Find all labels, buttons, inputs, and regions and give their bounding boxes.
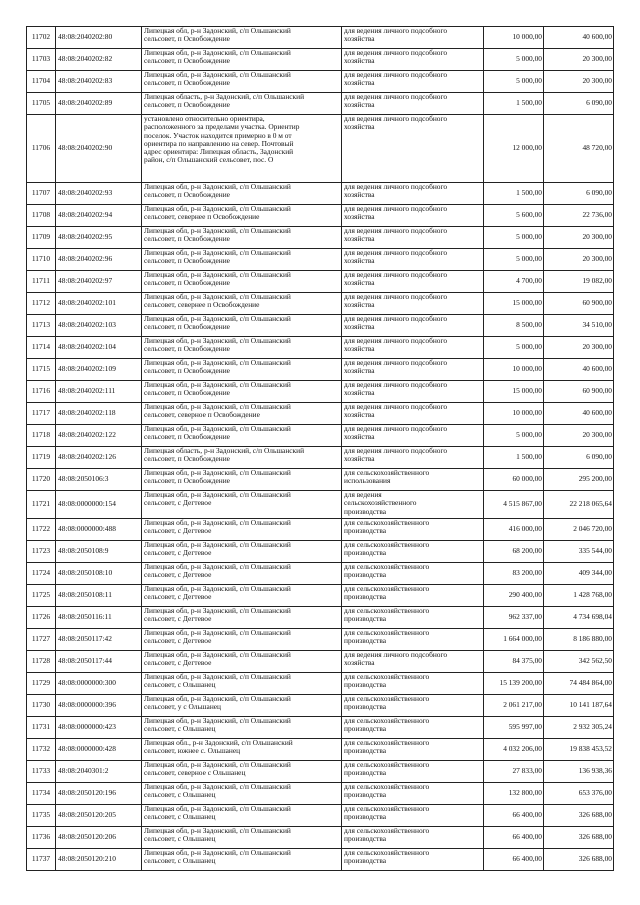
row-number-cell: 11712 (27, 293, 56, 315)
row-number-cell: 11731 (27, 717, 56, 739)
cadastral-number-cell: 48:08:0000000:488 (56, 519, 142, 541)
cadastral-value-cell: 19 838 453,52 (544, 739, 614, 761)
table-row (27, 381, 614, 403)
area-cell: 1 500,00 (484, 447, 544, 469)
address-cell: Липецкая обл, р-н Задонский, с/п Ольшанский сельсовет, п Освобождение (142, 381, 342, 403)
permitted-use-cell: для ведения личного подсобного хозяйства (342, 425, 484, 447)
cadastral-value-cell: 4 734 698,04 (544, 607, 614, 629)
table-row (27, 249, 614, 271)
area-cell: 5 000,00 (484, 71, 544, 93)
cadastral-value-cell: 20 300,00 (544, 71, 614, 93)
table-row (27, 849, 614, 871)
cadastral-value-cell: 2 046 720,00 (544, 519, 614, 541)
row-number-cell: 11719 (27, 447, 56, 469)
address-cell: Липецкая обл, р-н Задонский, с/п Ольшанский сельсовет, с Дегтевое (142, 651, 342, 673)
table-row (27, 205, 614, 227)
table-row (27, 607, 614, 629)
cadastral-number-cell: 48:08:2040202:101 (56, 293, 142, 315)
address-cell: Липецкая обл, р-н Задонский, с/п Ольшанский сельсовет, с Дегтевое (142, 541, 342, 563)
cadastral-number-cell: 48:08:0000000:154 (56, 491, 142, 519)
area-cell: 4 515 867,00 (484, 491, 544, 519)
cadastral-value-cell: 295 200,00 (544, 469, 614, 491)
cadastral-value-cell: 20 300,00 (544, 249, 614, 271)
land-plots-table (26, 26, 614, 871)
cadastral-number-cell: 48:08:2040202:89 (56, 93, 142, 115)
table-row (27, 491, 614, 519)
permitted-use-cell: для сельскохозяйственного производства (342, 585, 484, 607)
cadastral-value-cell: 48 720,00 (544, 115, 614, 183)
address-cell: Липецкая обл, р-н Задонский, с/п Ольшанский сельсовет, с Ольшанец (142, 849, 342, 871)
cadastral-value-cell: 326 688,00 (544, 805, 614, 827)
row-number-cell: 11730 (27, 695, 56, 717)
area-cell: 10 000,00 (484, 359, 544, 381)
area-cell: 10 000,00 (484, 403, 544, 425)
area-cell: 12 000,00 (484, 115, 544, 183)
area-cell: 15 000,00 (484, 381, 544, 403)
address-cell: Липецкая обл, р-н Задонский, с/п Ольшанский сельсовет, у с Ольшанец (142, 695, 342, 717)
table-row (27, 717, 614, 739)
permitted-use-cell: для сельскохозяйственного производства (342, 541, 484, 563)
permitted-use-cell: для сельскохозяйственного производства (342, 827, 484, 849)
row-number-cell: 11708 (27, 205, 56, 227)
row-number-cell: 11714 (27, 337, 56, 359)
permitted-use-cell: для сельскохозяйственного использования (342, 469, 484, 491)
row-number-cell: 11725 (27, 585, 56, 607)
row-number-cell: 11711 (27, 271, 56, 293)
cadastral-number-cell: 48:08:2040202:111 (56, 381, 142, 403)
row-number-cell: 11717 (27, 403, 56, 425)
table-row (27, 93, 614, 115)
permitted-use-cell: для сельскохозяйственного производства (342, 695, 484, 717)
table-row (27, 183, 614, 205)
permitted-use-cell: для ведения личного подсобного хозяйства (342, 205, 484, 227)
cadastral-number-cell: 48:08:2040202:90 (56, 115, 142, 183)
area-cell: 4 700,00 (484, 271, 544, 293)
address-cell: Липецкая обл, р-н Задонский, с/п Ольшанский сельсовет, п Освобождение (142, 27, 342, 49)
area-cell: 5 000,00 (484, 425, 544, 447)
row-number-cell: 11727 (27, 629, 56, 651)
row-number-cell: 11718 (27, 425, 56, 447)
cadastral-value-cell: 2 932 305,24 (544, 717, 614, 739)
table-row (27, 805, 614, 827)
row-number-cell: 11732 (27, 739, 56, 761)
table-row (27, 293, 614, 315)
area-cell: 5 000,00 (484, 227, 544, 249)
permitted-use-cell: для сельскохозяйственного производства (342, 805, 484, 827)
address-cell: Липецкая обл, р-н Задонский, с/п Ольшанский сельсовет, п Освобождение (142, 425, 342, 447)
cadastral-number-cell: 48:08:2040202:80 (56, 27, 142, 49)
address-cell: Липецкая обл, р-н Задонский, с/п Ольшанский сельсовет, с Ольшанец (142, 805, 342, 827)
area-cell: 4 032 206,00 (484, 739, 544, 761)
cadastral-number-cell: 48:08:2040202:126 (56, 447, 142, 469)
cadastral-value-cell: 6 090,00 (544, 447, 614, 469)
cadastral-value-cell: 60 900,00 (544, 293, 614, 315)
row-number-cell: 11721 (27, 491, 56, 519)
area-cell: 1 664 000,00 (484, 629, 544, 651)
permitted-use-cell: для ведения личного подсобного хозяйства (342, 249, 484, 271)
address-cell: Липецкая обл, р-н Задонский, с/п Ольшанский сельсовет, с Ольшанец (142, 673, 342, 695)
cadastral-value-cell: 6 090,00 (544, 93, 614, 115)
cadastral-value-cell: 20 300,00 (544, 425, 614, 447)
area-cell: 5 000,00 (484, 337, 544, 359)
address-cell: Липецкая обл, р-н Задонский, с/п Ольшанский сельсовет, п Освобождение (142, 183, 342, 205)
area-cell: 68 200,00 (484, 541, 544, 563)
area-cell: 5 000,00 (484, 49, 544, 71)
area-cell: 60 000,00 (484, 469, 544, 491)
permitted-use-cell: для ведения личного подсобного хозяйства (342, 447, 484, 469)
area-cell: 290 400,00 (484, 585, 544, 607)
table-row (27, 227, 614, 249)
table-row (27, 739, 614, 761)
address-cell: Липецкая обл, р-н Задонский, с/п Ольшанский сельсовет, с Ольшанец (142, 827, 342, 849)
address-cell: Липецкая обл, р-н Задонский, с/п Ольшанский сельсовет, севернее п Освобождение (142, 205, 342, 227)
table-row (27, 563, 614, 585)
address-cell: Липецкая обл, р-н Задонский, с/п Ольшанский сельсовет, с Дегтевое (142, 519, 342, 541)
address-cell: Липецкая обл, р-н Задонский, с/п Ольшанский сельсовет, с Дегтевое (142, 629, 342, 651)
address-cell: Липецкая обл, р-н Задонский, с/п Ольшанский сельсовет, п Освобождение (142, 227, 342, 249)
row-number-cell: 11706 (27, 115, 56, 183)
cadastral-value-cell: 74 484 864,00 (544, 673, 614, 695)
cadastral-number-cell: 48:08:2040202:83 (56, 71, 142, 93)
cadastral-value-cell: 22 736,00 (544, 205, 614, 227)
address-cell: Липецкая обл, р-н Задонский, с/п Ольшанский сельсовет, с Дегтевое (142, 585, 342, 607)
area-cell: 962 337,00 (484, 607, 544, 629)
permitted-use-cell: для сельскохозяйственного производства (342, 849, 484, 871)
permitted-use-cell: для ведения сельскохозяйственного производства (342, 491, 484, 519)
row-number-cell: 11702 (27, 27, 56, 49)
permitted-use-cell: для сельскохозяйственного производства (342, 783, 484, 805)
permitted-use-cell: для сельскохозяйственного производства (342, 519, 484, 541)
permitted-use-cell: для ведения личного подсобного хозяйства (342, 71, 484, 93)
cadastral-value-cell: 409 344,00 (544, 563, 614, 585)
row-number-cell: 11737 (27, 849, 56, 871)
row-number-cell: 11707 (27, 183, 56, 205)
cadastral-value-cell: 1 428 768,00 (544, 585, 614, 607)
area-cell: 1 500,00 (484, 93, 544, 115)
area-cell: 15 139 200,00 (484, 673, 544, 695)
cadastral-number-cell: 48:08:2040202:118 (56, 403, 142, 425)
area-cell: 5 000,00 (484, 249, 544, 271)
table-row (27, 71, 614, 93)
permitted-use-cell: для ведения личного подсобного хозяйства (342, 93, 484, 115)
cadastral-value-cell: 19 082,00 (544, 271, 614, 293)
area-cell: 66 400,00 (484, 827, 544, 849)
permitted-use-cell: для сельскохозяйственного производства (342, 717, 484, 739)
cadastral-value-cell: 326 688,00 (544, 827, 614, 849)
cadastral-number-cell: 48:08:2040202:97 (56, 271, 142, 293)
table-row (27, 519, 614, 541)
address-cell: Липецкая обл, р-н Задонский, с/п Ольшанский сельсовет, севернее п Освобождение (142, 293, 342, 315)
cadastral-number-cell: 48:08:2040202:103 (56, 315, 142, 337)
row-number-cell: 11713 (27, 315, 56, 337)
table-row (27, 629, 614, 651)
cadastral-value-cell: 34 510,00 (544, 315, 614, 337)
cadastral-number-cell: 48:08:0000000:423 (56, 717, 142, 739)
row-number-cell: 11705 (27, 93, 56, 115)
row-number-cell: 11728 (27, 651, 56, 673)
cadastral-number-cell: 48:08:2040202:95 (56, 227, 142, 249)
cadastral-value-cell: 335 544,00 (544, 541, 614, 563)
permitted-use-cell: для ведения личного подсобного хозяйства (342, 27, 484, 49)
area-cell: 132 800,00 (484, 783, 544, 805)
address-cell: Липецкая обл, р-н Задонский, с/п Ольшанский сельсовет, п Освобождение (142, 337, 342, 359)
cadastral-value-cell: 22 218 065,64 (544, 491, 614, 519)
cadastral-number-cell: 48:08:2040202:122 (56, 425, 142, 447)
cadastral-number-cell: 48:08:0000000:396 (56, 695, 142, 717)
cadastral-number-cell: 48:08:2050117:44 (56, 651, 142, 673)
cadastral-number-cell: 48:08:2050117:42 (56, 629, 142, 651)
permitted-use-cell: для ведения личного подсобного хозяйства (342, 337, 484, 359)
table-row (27, 469, 614, 491)
permitted-use-cell: для сельскохозяйственного производства (342, 739, 484, 761)
area-cell: 15 000,00 (484, 293, 544, 315)
row-number-cell: 11729 (27, 673, 56, 695)
table-row (27, 651, 614, 673)
row-number-cell: 11724 (27, 563, 56, 585)
permitted-use-cell: для сельскохозяйственного производства (342, 563, 484, 585)
address-cell: Липецкая область, р-н Задонский, с/п Ольшанский сельсовет, п Освобождение (142, 447, 342, 469)
area-cell: 595 997,00 (484, 717, 544, 739)
cadastral-value-cell: 136 938,36 (544, 761, 614, 783)
row-number-cell: 11733 (27, 761, 56, 783)
address-cell: Липецкая обл, р-н Задонский, с/п Ольшанский сельсовет, с Дегтевое (142, 607, 342, 629)
cadastral-number-cell: 48:08:2050120:206 (56, 827, 142, 849)
cadastral-value-cell: 40 600,00 (544, 27, 614, 49)
cadastral-value-cell: 20 300,00 (544, 337, 614, 359)
cadastral-number-cell: 48:08:2040202:96 (56, 249, 142, 271)
cadastral-number-cell: 48:08:0000000:300 (56, 673, 142, 695)
table-row (27, 585, 614, 607)
row-number-cell: 11704 (27, 71, 56, 93)
row-number-cell: 11715 (27, 359, 56, 381)
cadastral-value-cell: 8 186 880,00 (544, 629, 614, 651)
permitted-use-cell: для ведения личного подсобного хозяйства (342, 115, 484, 183)
address-cell: Липецкая обл, р-н Задонский, с/п Ольшанский сельсовет, п Освобождение (142, 469, 342, 491)
address-cell: Липецкая обл, р-н Задонский, с/п Ольшанский сельсовет, п Освобождение (142, 71, 342, 93)
table-row (27, 673, 614, 695)
permitted-use-cell: для ведения личного подсобного хозяйства (342, 315, 484, 337)
cadastral-value-cell: 20 300,00 (544, 49, 614, 71)
permitted-use-cell: для ведения личного подсобного хозяйства (342, 227, 484, 249)
area-cell: 66 400,00 (484, 805, 544, 827)
cadastral-value-cell: 342 562,50 (544, 651, 614, 673)
row-number-cell: 11716 (27, 381, 56, 403)
table-row (27, 425, 614, 447)
table-row (27, 27, 614, 49)
cadastral-value-cell: 326 688,00 (544, 849, 614, 871)
row-number-cell: 11709 (27, 227, 56, 249)
address-cell: Липецкая обл, р-н Задонский, с/п Ольшанский сельсовет, п Освобождение (142, 271, 342, 293)
table-row (27, 49, 614, 71)
permitted-use-cell: для сельскохозяйственного производства (342, 629, 484, 651)
cadastral-value-cell: 653 376,00 (544, 783, 614, 805)
cadastral-number-cell: 48:08:2040202:93 (56, 183, 142, 205)
table-row (27, 761, 614, 783)
address-cell: Липецкая обл, р-н Задонский, с/п Ольшанский сельсовет, северное п Освобождение (142, 403, 342, 425)
table-row (27, 403, 614, 425)
address-cell: Липецкая обл, р-н Задонский, с/п Ольшанский сельсовет, п Освобождение (142, 315, 342, 337)
cadastral-number-cell: 48:08:2050108:10 (56, 563, 142, 585)
area-cell: 1 500,00 (484, 183, 544, 205)
cadastral-number-cell: 48:08:2050120:210 (56, 849, 142, 871)
permitted-use-cell: для сельскохозяйственного производства (342, 673, 484, 695)
permitted-use-cell: для сельскохозяйственного производства (342, 761, 484, 783)
cadastral-number-cell: 48:08:2040301:2 (56, 761, 142, 783)
area-cell: 8 500,00 (484, 315, 544, 337)
cadastral-number-cell: 48:08:2040202:94 (56, 205, 142, 227)
area-cell: 416 000,00 (484, 519, 544, 541)
address-cell: Липецкая обл, р-н Задонский, с/п Ольшанский сельсовет, п Освобождение (142, 359, 342, 381)
permitted-use-cell: для ведения личного подсобного хозяйства (342, 359, 484, 381)
table-row (27, 783, 614, 805)
row-number-cell: 11703 (27, 49, 56, 71)
address-cell: Липецкая обл, р-н Задонский, с/п Ольшанский сельсовет, с Дегтевое (142, 563, 342, 585)
cadastral-number-cell: 48:08:2050116:11 (56, 607, 142, 629)
cadastral-number-cell: 48:08:2040202:82 (56, 49, 142, 71)
address-cell: Липецкая обл, р-н Задонский, с/п Ольшанский сельсовет, с Дегтевое (142, 491, 342, 519)
permitted-use-cell: для ведения личного подсобного хозяйства (342, 651, 484, 673)
area-cell: 83 200,00 (484, 563, 544, 585)
area-cell: 27 833,00 (484, 761, 544, 783)
row-number-cell: 11710 (27, 249, 56, 271)
table-row (27, 695, 614, 717)
cadastral-number-cell: 48:08:2040202:104 (56, 337, 142, 359)
cadastral-value-cell: 40 600,00 (544, 359, 614, 381)
address-cell: Липецкая область, р-н Задонский, с/п Ольшанский сельсовет, п Освобождение (142, 93, 342, 115)
address-cell: Липецкая обл, р-н Задонский, с/п Ольшанский сельсовет, с Ольшанец (142, 717, 342, 739)
cadastral-value-cell: 10 141 187,64 (544, 695, 614, 717)
row-number-cell: 11726 (27, 607, 56, 629)
table-row (27, 271, 614, 293)
row-number-cell: 11736 (27, 827, 56, 849)
area-cell: 84 375,00 (484, 651, 544, 673)
cadastral-value-cell: 40 600,00 (544, 403, 614, 425)
area-cell: 2 061 217,00 (484, 695, 544, 717)
table-row (27, 359, 614, 381)
cadastral-number-cell: 48:08:2050120:205 (56, 805, 142, 827)
row-number-cell: 11735 (27, 805, 56, 827)
row-number-cell: 11734 (27, 783, 56, 805)
cadastral-number-cell: 48:08:2050108:9 (56, 541, 142, 563)
address-cell: Липецкая обл, р-н Задонский, с/п Ольшанский сельсовет, п Освобождение (142, 49, 342, 71)
table-row (27, 315, 614, 337)
permitted-use-cell: для ведения личного подсобного хозяйства (342, 271, 484, 293)
table-row (27, 447, 614, 469)
address-cell: установлено относительно ориентира, расположенного за пределами участка. Ориентир поселок. Участок находится примерно в 0 м от ориентира по направлению на север. Почтовый адрес ориентира: Липецкая область, Задонский район, с/п Ольшанский сельсовет, пос. О (142, 115, 342, 183)
cadastral-number-cell: 48:08:2050106:3 (56, 469, 142, 491)
cadastral-number-cell: 48:08:2040202:109 (56, 359, 142, 381)
permitted-use-cell: для ведения личного подсобного хозяйства (342, 293, 484, 315)
table-row (27, 115, 614, 183)
permitted-use-cell: для ведения личного подсобного хозяйства (342, 381, 484, 403)
cadastral-number-cell: 48:08:0000000:428 (56, 739, 142, 761)
address-cell: Липецкая обл, р-н Задонский, с/п Ольшанский сельсовет, п Освобождение (142, 249, 342, 271)
table-row (27, 337, 614, 359)
cadastral-number-cell: 48:08:2050108:11 (56, 585, 142, 607)
permitted-use-cell: для ведения личного подсобного хозяйства (342, 403, 484, 425)
area-cell: 5 600,00 (484, 205, 544, 227)
row-number-cell: 11722 (27, 519, 56, 541)
table-row (27, 541, 614, 563)
table-body (27, 27, 614, 871)
cadastral-value-cell: 6 090,00 (544, 183, 614, 205)
permitted-use-cell: для ведения личного подсобного хозяйства (342, 183, 484, 205)
area-cell: 66 400,00 (484, 849, 544, 871)
permitted-use-cell: для сельскохозяйственного производства (342, 607, 484, 629)
area-cell: 10 000,00 (484, 27, 544, 49)
table-row (27, 827, 614, 849)
permitted-use-cell: для ведения личного подсобного хозяйства (342, 49, 484, 71)
row-number-cell: 11723 (27, 541, 56, 563)
address-cell: Липецкая обл., р-н Задонский, с/п Ольшанский сельсовет, южнее с. Ольшанец (142, 739, 342, 761)
cadastral-number-cell: 48:08:2050120:196 (56, 783, 142, 805)
cadastral-value-cell: 60 900,00 (544, 381, 614, 403)
address-cell: Липецкая обл, р-н Задонский, с/п Ольшанский сельсовет, северное с Ольшанец (142, 761, 342, 783)
row-number-cell: 11720 (27, 469, 56, 491)
address-cell: Липецкая обл, р-н Задонский, с/п Ольшанский сельсовет, с Ольшанец (142, 783, 342, 805)
cadastral-value-cell: 20 300,00 (544, 227, 614, 249)
